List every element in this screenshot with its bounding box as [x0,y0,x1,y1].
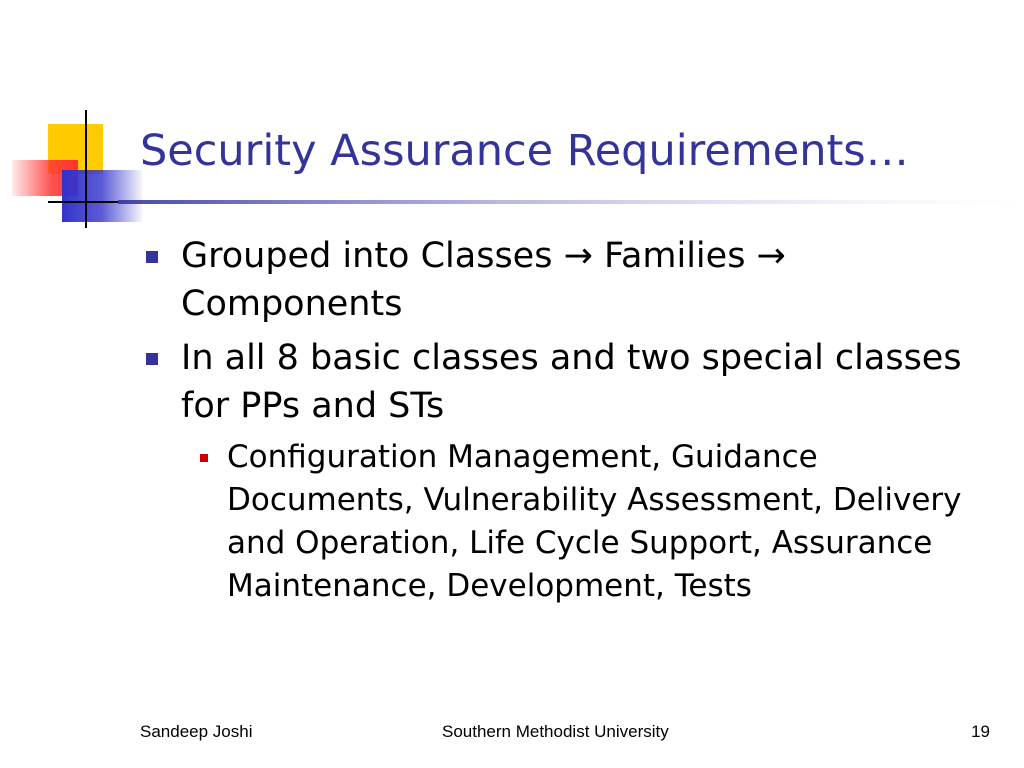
bullet-list [146,232,1006,608]
bullet-text: In all 8 basic classes and two special classes for PPs and STs [181,338,962,426]
square-bullet-icon [146,251,158,263]
bullet-item [146,232,1006,328]
deco-blue-bar [62,170,142,222]
sub-bullet-text: Configuration Management, Guidance Documents, Vulnerability Assessment, Delivery and Operation, Life Cycle Support, Assurance Maintenance, Development, Tests [227,439,962,604]
footer-institution: Southern Methodist University [442,722,669,741]
footer-author: Sandeep Joshi [140,722,253,741]
decorative-logo-graphic [0,0,1024,240]
square-bullet-icon [146,353,158,365]
bullet-item [146,334,1006,430]
footer-page-number: 19 [971,722,990,741]
sub-bullet-item [192,436,1006,608]
slide-title: Security Assurance Requirements… [140,126,909,176]
title-underline [118,200,1024,204]
small-square-bullet-icon [200,454,208,462]
bullet-text: Grouped into Classes → Families → Components [181,236,786,324]
